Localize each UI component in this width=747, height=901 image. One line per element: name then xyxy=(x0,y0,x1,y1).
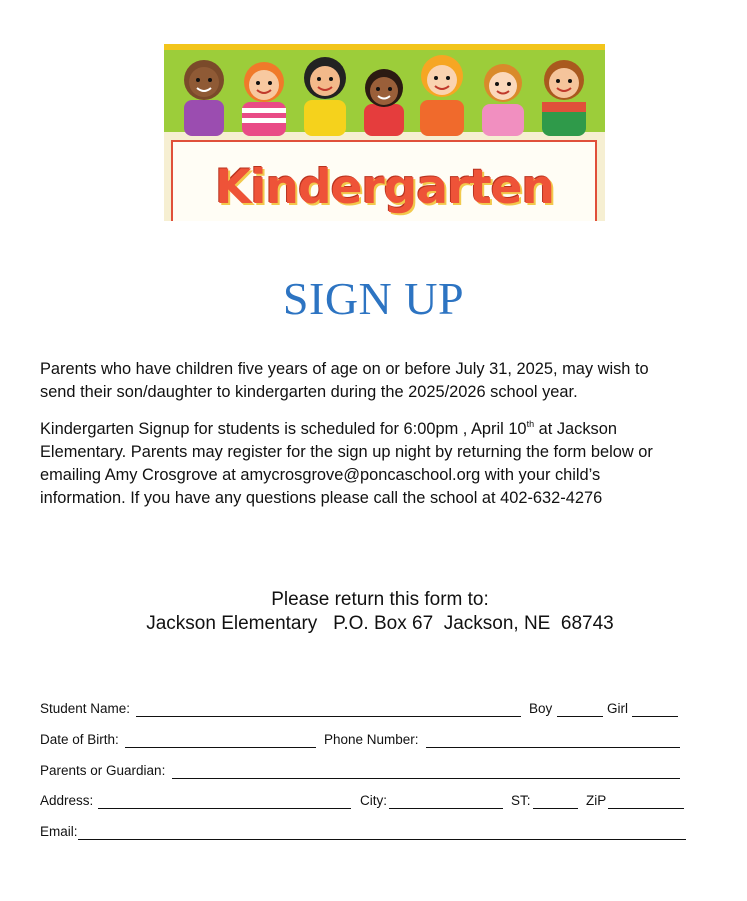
form-row-birth-phone xyxy=(0,732,747,754)
student-name-label: Student Name: xyxy=(40,701,131,716)
city-blank[interactable] xyxy=(389,808,503,809)
email-label: Email: xyxy=(40,824,78,839)
return-heading: Please return this form to: xyxy=(271,589,489,610)
boy-blank[interactable] xyxy=(557,716,603,717)
intro-paragraph-1 xyxy=(40,358,720,404)
parents-guardian-label: Parents or Guardian: xyxy=(40,763,166,778)
intro-line: send their son/daughter to kindergarten during the 2025/2026 school year. xyxy=(40,383,578,401)
intro-line: Elementary. Parents may register for the sign up night by returning the form below or xyxy=(40,443,653,461)
student-name-blank[interactable] xyxy=(136,716,521,717)
cartoon-children-illustration xyxy=(164,50,605,136)
email-blank[interactable] xyxy=(78,839,686,840)
intro-paragraph-2 xyxy=(40,418,720,510)
child-figure xyxy=(542,60,586,136)
state-blank[interactable] xyxy=(533,808,578,809)
girl-blank[interactable] xyxy=(632,716,678,717)
state-label: ST: xyxy=(511,793,531,808)
address-blank[interactable] xyxy=(98,808,351,809)
intro-line: at Jackson xyxy=(534,420,617,438)
phone-number-label: Phone Number: xyxy=(324,732,419,747)
child-figure xyxy=(242,62,286,136)
parents-guardian-blank[interactable] xyxy=(172,778,680,779)
child-figure xyxy=(482,64,524,136)
form-row-student xyxy=(0,701,747,723)
banner-title: Kindergarten xyxy=(214,160,555,215)
ordinal-suffix: th xyxy=(526,418,535,429)
child-figure xyxy=(184,60,224,136)
form-row-guardian xyxy=(0,763,747,785)
address-label: Address: xyxy=(40,793,94,808)
zip-label: ZiP xyxy=(586,793,607,808)
form-row-email xyxy=(0,824,747,846)
boy-label: Boy xyxy=(529,701,553,716)
child-figure xyxy=(364,69,404,136)
phone-number-blank[interactable] xyxy=(426,747,680,748)
intro-line: Parents who have children five years of age on or before July 31, 2025, may wish to xyxy=(40,360,649,378)
girl-label: Girl xyxy=(607,701,628,716)
intro-line: emailing Amy Crosgrove at amycrosgrove@poncaschool.org with your child’s xyxy=(40,466,601,484)
return-address: Jackson Elementary P.O. Box 67 Jackson, NE 68743 xyxy=(146,613,614,634)
city-label: City: xyxy=(360,793,387,808)
date-of-birth-blank[interactable] xyxy=(125,747,316,748)
child-figure xyxy=(420,55,464,136)
page-title: SIGN UP xyxy=(282,273,465,324)
date-of-birth-label: Date of Birth: xyxy=(40,732,119,747)
intro-line: information. If you have any questions please call the school at 402-632-4276 xyxy=(40,489,603,507)
kindergarten-banner xyxy=(164,44,605,221)
form-row-address xyxy=(0,793,747,815)
zip-blank[interactable] xyxy=(608,808,684,809)
child-figure xyxy=(304,57,346,136)
intro-line: Kindergarten Signup for students is scheduled for 6:00pm , April 10 xyxy=(40,420,527,438)
